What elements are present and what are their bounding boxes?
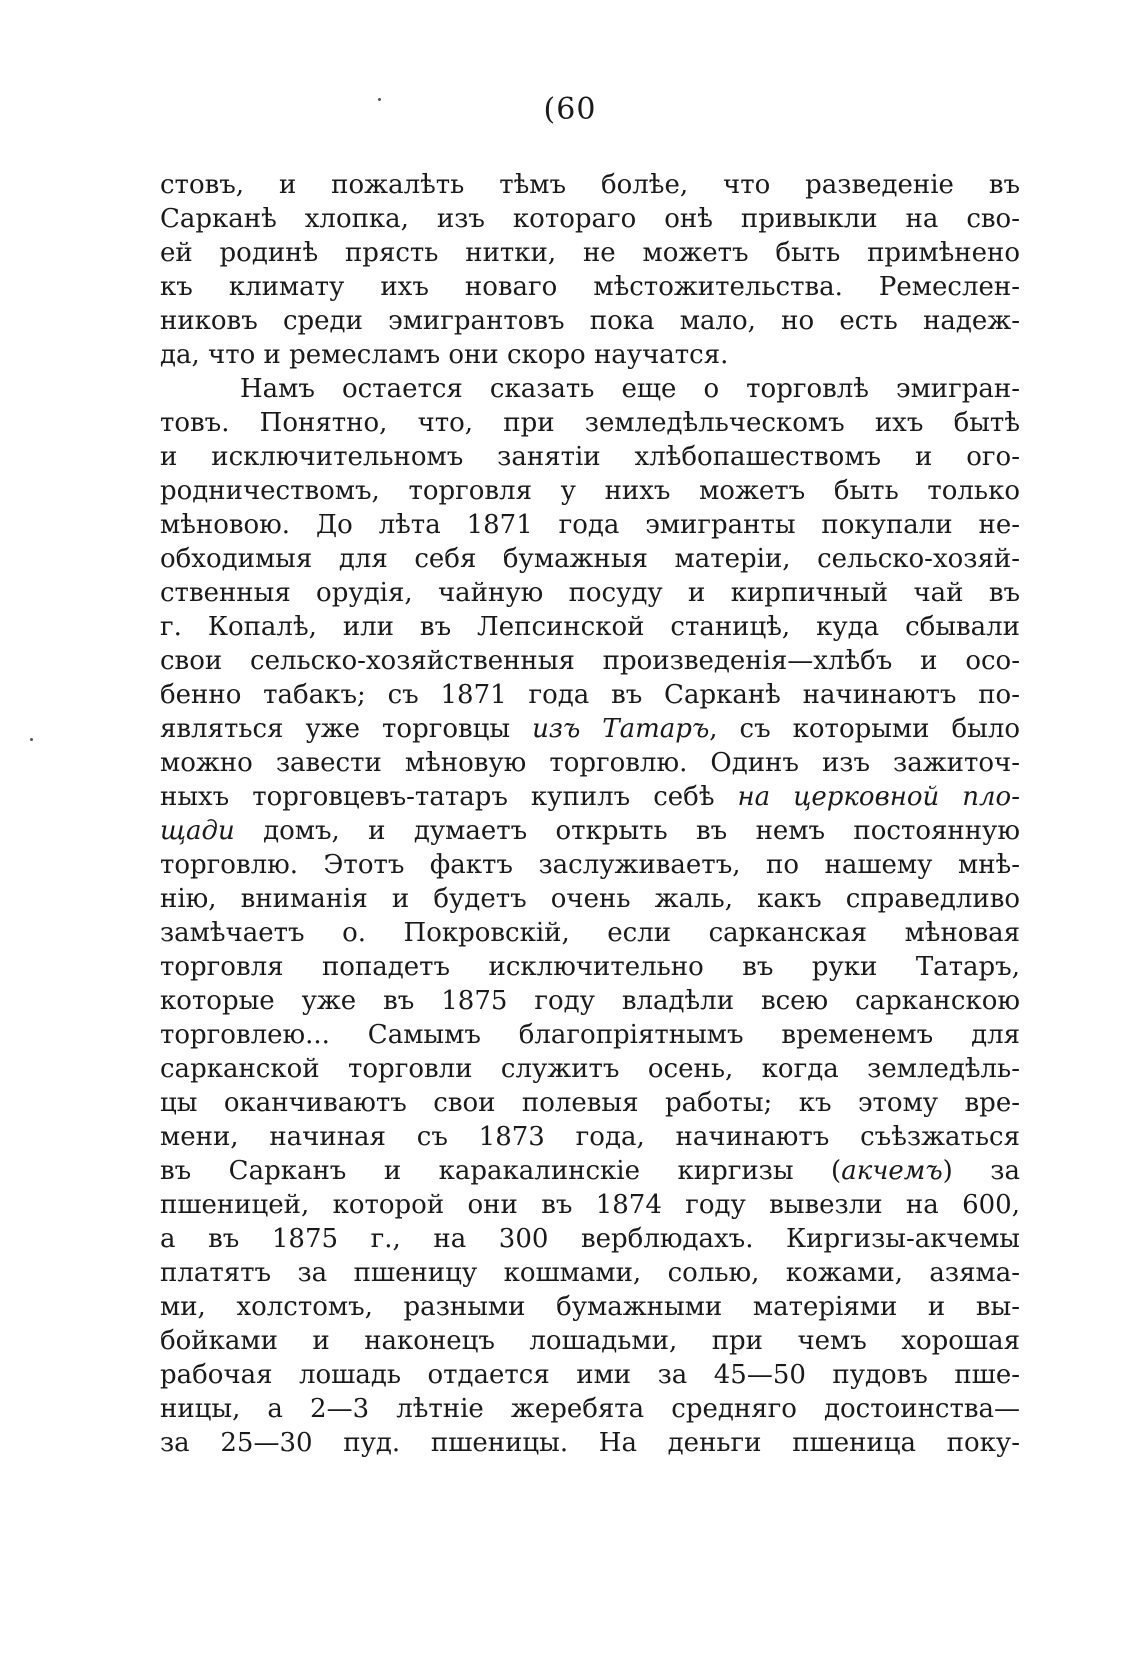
text-line: которые уже въ 1875 году владѣли всею сарканскою [160, 986, 1020, 1016]
text-line: торговля попадетъ исключительно въ руки Татаръ, [160, 952, 1020, 982]
text-line: цы оканчиваютъ свои полевыя работы; къ этому вре- [160, 1088, 1020, 1118]
text-line: ственныя орудія, чайную посуду и кирпичный чай въ [160, 578, 1020, 608]
text-line: платятъ за пшеницу кошмами, солью, кожами, азяма- [160, 1258, 1020, 1288]
page-number: (60 [543, 92, 597, 127]
text-line: обходимыя для себя бумажныя матеріи, сельско-хозяй- [160, 544, 1020, 574]
text-line: бенно табакъ; съ 1871 года въ Сарканѣ начинаютъ по- [160, 680, 1020, 710]
text-line: торговлею... Самымъ благопріятнымъ временемъ для [160, 1020, 1020, 1050]
text-line: стовъ, и пожалѣть тѣмъ болѣе, что разведеніе въ [160, 170, 1020, 200]
text-line: свои сельско-хозяйственныя произведенія—хлѣбъ и осо- [160, 646, 1020, 676]
text-line: за 25—30 пуд. пшеницы. На деньги пшеница поку- [160, 1428, 1020, 1458]
text-line: г. Копалѣ, или въ Лепсинской станицѣ, куда сбывали [160, 612, 1020, 642]
text-line: никовъ среди эмигрантовъ пока мало, но есть надеж- [160, 306, 1020, 336]
paragraph-start-line: Намъ остается сказать еще о торговлѣ эмигран- [240, 374, 1020, 404]
text-line: ми, холстомъ, разными бумажными матеріями и вы- [160, 1292, 1020, 1322]
text-line: торговлю. Этотъ фактъ заслуживаетъ, по нашему мнѣ- [160, 850, 1020, 880]
text-line: да, что и ремесламъ они скоро научатся. [160, 340, 729, 370]
text-line: товъ. Понятно, что, при земледѣльческомъ ихъ бытѣ [160, 408, 1020, 438]
text-segment: ) за [942, 1156, 1020, 1186]
text-line: сарканской торговли служитъ осень, когда земледѣль- [160, 1054, 1020, 1084]
text-line: мѣновою. До лѣта 1871 года эмигранты покупали не- [160, 510, 1020, 540]
italic-phrase: акчемъ [841, 1156, 943, 1186]
text-line: родничествомъ, торговля у нихъ можетъ быть только [160, 476, 1020, 506]
text-line: Сарканѣ хлопка, изъ котораго онѣ привыкли на сво- [160, 204, 1020, 234]
italic-phrase: изъ Татаръ [532, 714, 710, 744]
text-segment: ныхъ торговцевъ-татаръ купилъ себѣ [160, 782, 738, 812]
text-line: рабочая лошадь отдается ими за 45—50 пудовъ пше- [160, 1360, 1020, 1390]
text-line: бойками и наконецъ лошадьми, при чемъ хорошая [160, 1326, 1020, 1356]
text-line: ей родинѣ прясть нитки, не можетъ быть примѣнено [160, 238, 1020, 268]
text-segment: домъ, и думаетъ открыть въ немъ постоянную [234, 816, 1020, 846]
italic-phrase: щади [160, 816, 235, 846]
body-text [160, 168, 1020, 1460]
text-line: замѣчаетъ о. Покровскій, если сарканская мѣновая [160, 918, 1020, 948]
text-line [160, 814, 1020, 848]
text-line [160, 1154, 1020, 1188]
text-line [160, 712, 1020, 746]
text-segment: въ Сарканъ и каракалинскіе киргизы ( [160, 1156, 842, 1186]
text-line: къ климату ихъ новаго мѣстожительства. Ремеслен- [160, 272, 1020, 302]
text-line: и исключительномъ занятіи хлѣбопашествомъ и ого- [160, 442, 1020, 472]
text-line: ницы, а 2—3 лѣтніе жеребята средняго достоинства— [160, 1394, 1020, 1424]
print-speck [378, 98, 381, 101]
text-line: нію, вниманія и будетъ очень жаль, какъ справедливо [160, 884, 1020, 914]
text-line: а въ 1875 г., на 300 верблюдахъ. Киргизы-акчемы [160, 1224, 1020, 1254]
text-line: мени, начиная съ 1873 года, начинаютъ съѣзжаться [160, 1122, 1020, 1152]
text-line [160, 780, 1020, 814]
print-speck [30, 738, 33, 741]
text-segment: являться уже торговцы [160, 714, 533, 744]
text-line: пшеницей, которой они въ 1874 году вывезли на 600, [160, 1190, 1020, 1220]
text-segment: , съ которыми было [709, 714, 1020, 744]
italic-phrase: на церковной пло- [737, 782, 1020, 812]
text-line: можно завести мѣновую торговлю. Одинъ изъ зажиточ- [160, 748, 1020, 778]
